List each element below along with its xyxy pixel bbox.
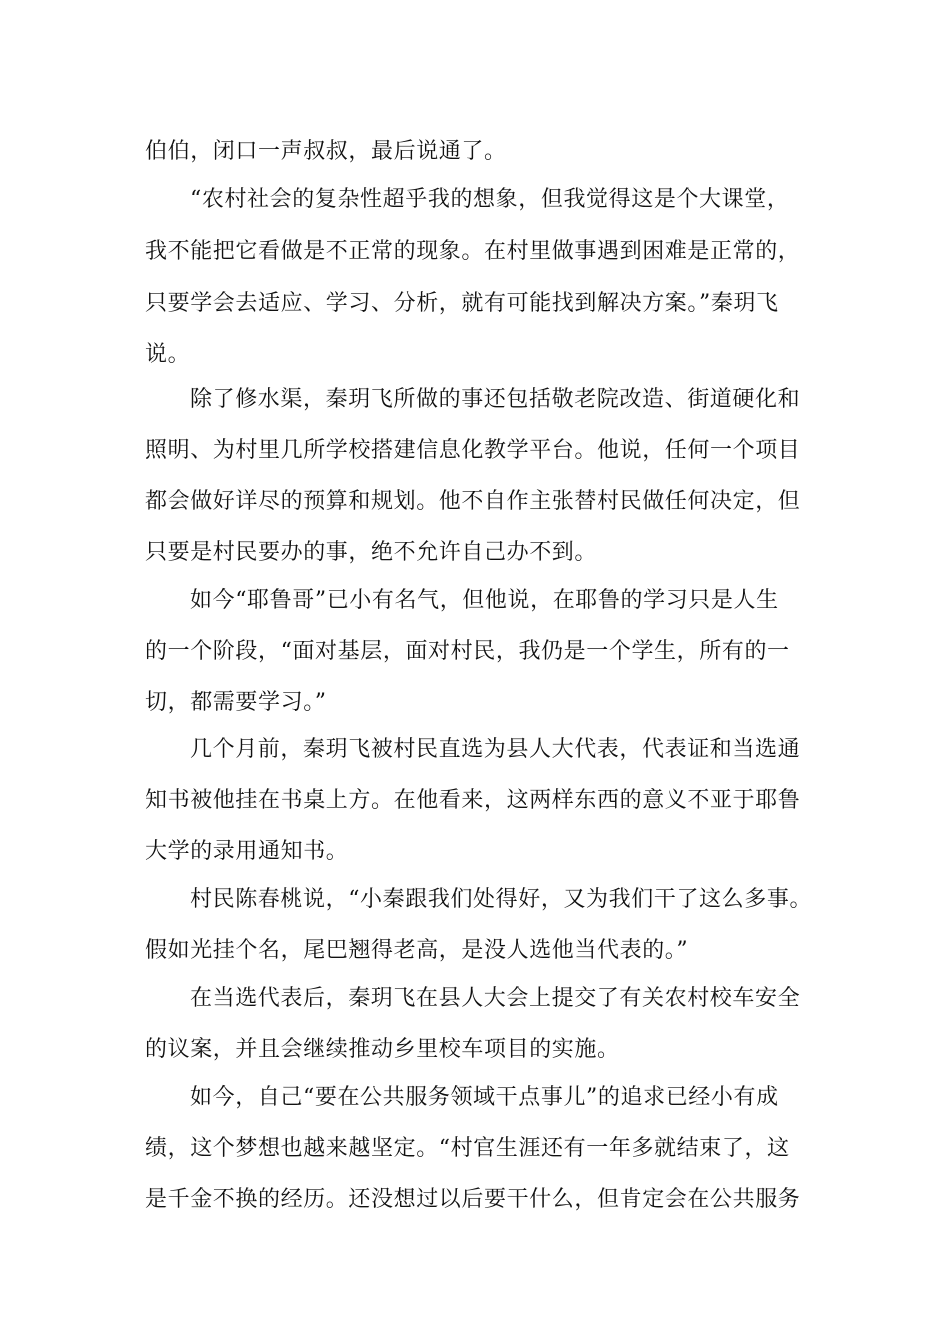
- text-line: 说。: [145, 342, 191, 367]
- text-line: 是千金不换的经历。还没想过以后要干什么，但肯定会在公共服务: [145, 1187, 801, 1212]
- text-line: 如今“耶鲁哥”已小有名气，但他说，在耶鲁的学习只是人生: [190, 588, 779, 613]
- text-line: 只要学会去适应、学习、分析，就有可能找到解决方案。”秦玥飞: [145, 291, 779, 316]
- text-line: 大学的录用通知书。: [145, 839, 349, 864]
- text-line: 假如光挂个名，尾巴翘得老高，是没人选他当代表的。”: [145, 938, 689, 963]
- text-line: 都会做好详尽的预算和规划。他不自作主张替村民做任何决定，但: [145, 489, 801, 514]
- text-line: 的一个阶段，“面对基层，面对村民，我仍是一个学生，所有的一: [145, 639, 790, 664]
- text-line: 只要是村民要办的事，绝不允许自己办不到。: [145, 540, 598, 565]
- text-line: 如今，自己“要在公共服务领域干点事儿”的追求已经小有成: [190, 1085, 779, 1110]
- text-line: 知书被他挂在书桌上方。在他看来，这两样东西的意义不亚于耶鲁: [145, 788, 801, 813]
- text-line: “农村社会的复杂性超乎我的想象，但我觉得这是个大课堂，: [190, 187, 790, 212]
- text-line: 伯伯，闭口一声叔叔，最后说通了。: [145, 139, 507, 164]
- text-line: 的议案，并且会继续推动乡里校车项目的实施。: [145, 1037, 620, 1062]
- text-line: 在当选代表后，秦玥飞在县人大会上提交了有关农村校车安全: [190, 986, 801, 1011]
- text-line: 切，都需要学习。”: [145, 690, 327, 715]
- text-line: 村民陈春桃说，“小秦跟我们处得好，又为我们干了这么多事。: [190, 887, 813, 912]
- text-line: 照明、为村里几所学校搭建信息化教学平台。他说，任何一个项目: [145, 438, 801, 463]
- text-line: 几个月前，秦玥飞被村民直选为县人大代表，代表证和当选通: [190, 737, 801, 762]
- text-line: 除了修水渠，秦玥飞所做的事还包括敬老院改造、街道硬化和: [190, 387, 801, 412]
- text-line: 我不能把它看做是不正常的现象。在村里做事遇到困难是正常的，: [145, 239, 801, 264]
- text-line: 绩，这个梦想也越来越坚定。“村官生涯还有一年多就结束了，这: [145, 1136, 790, 1161]
